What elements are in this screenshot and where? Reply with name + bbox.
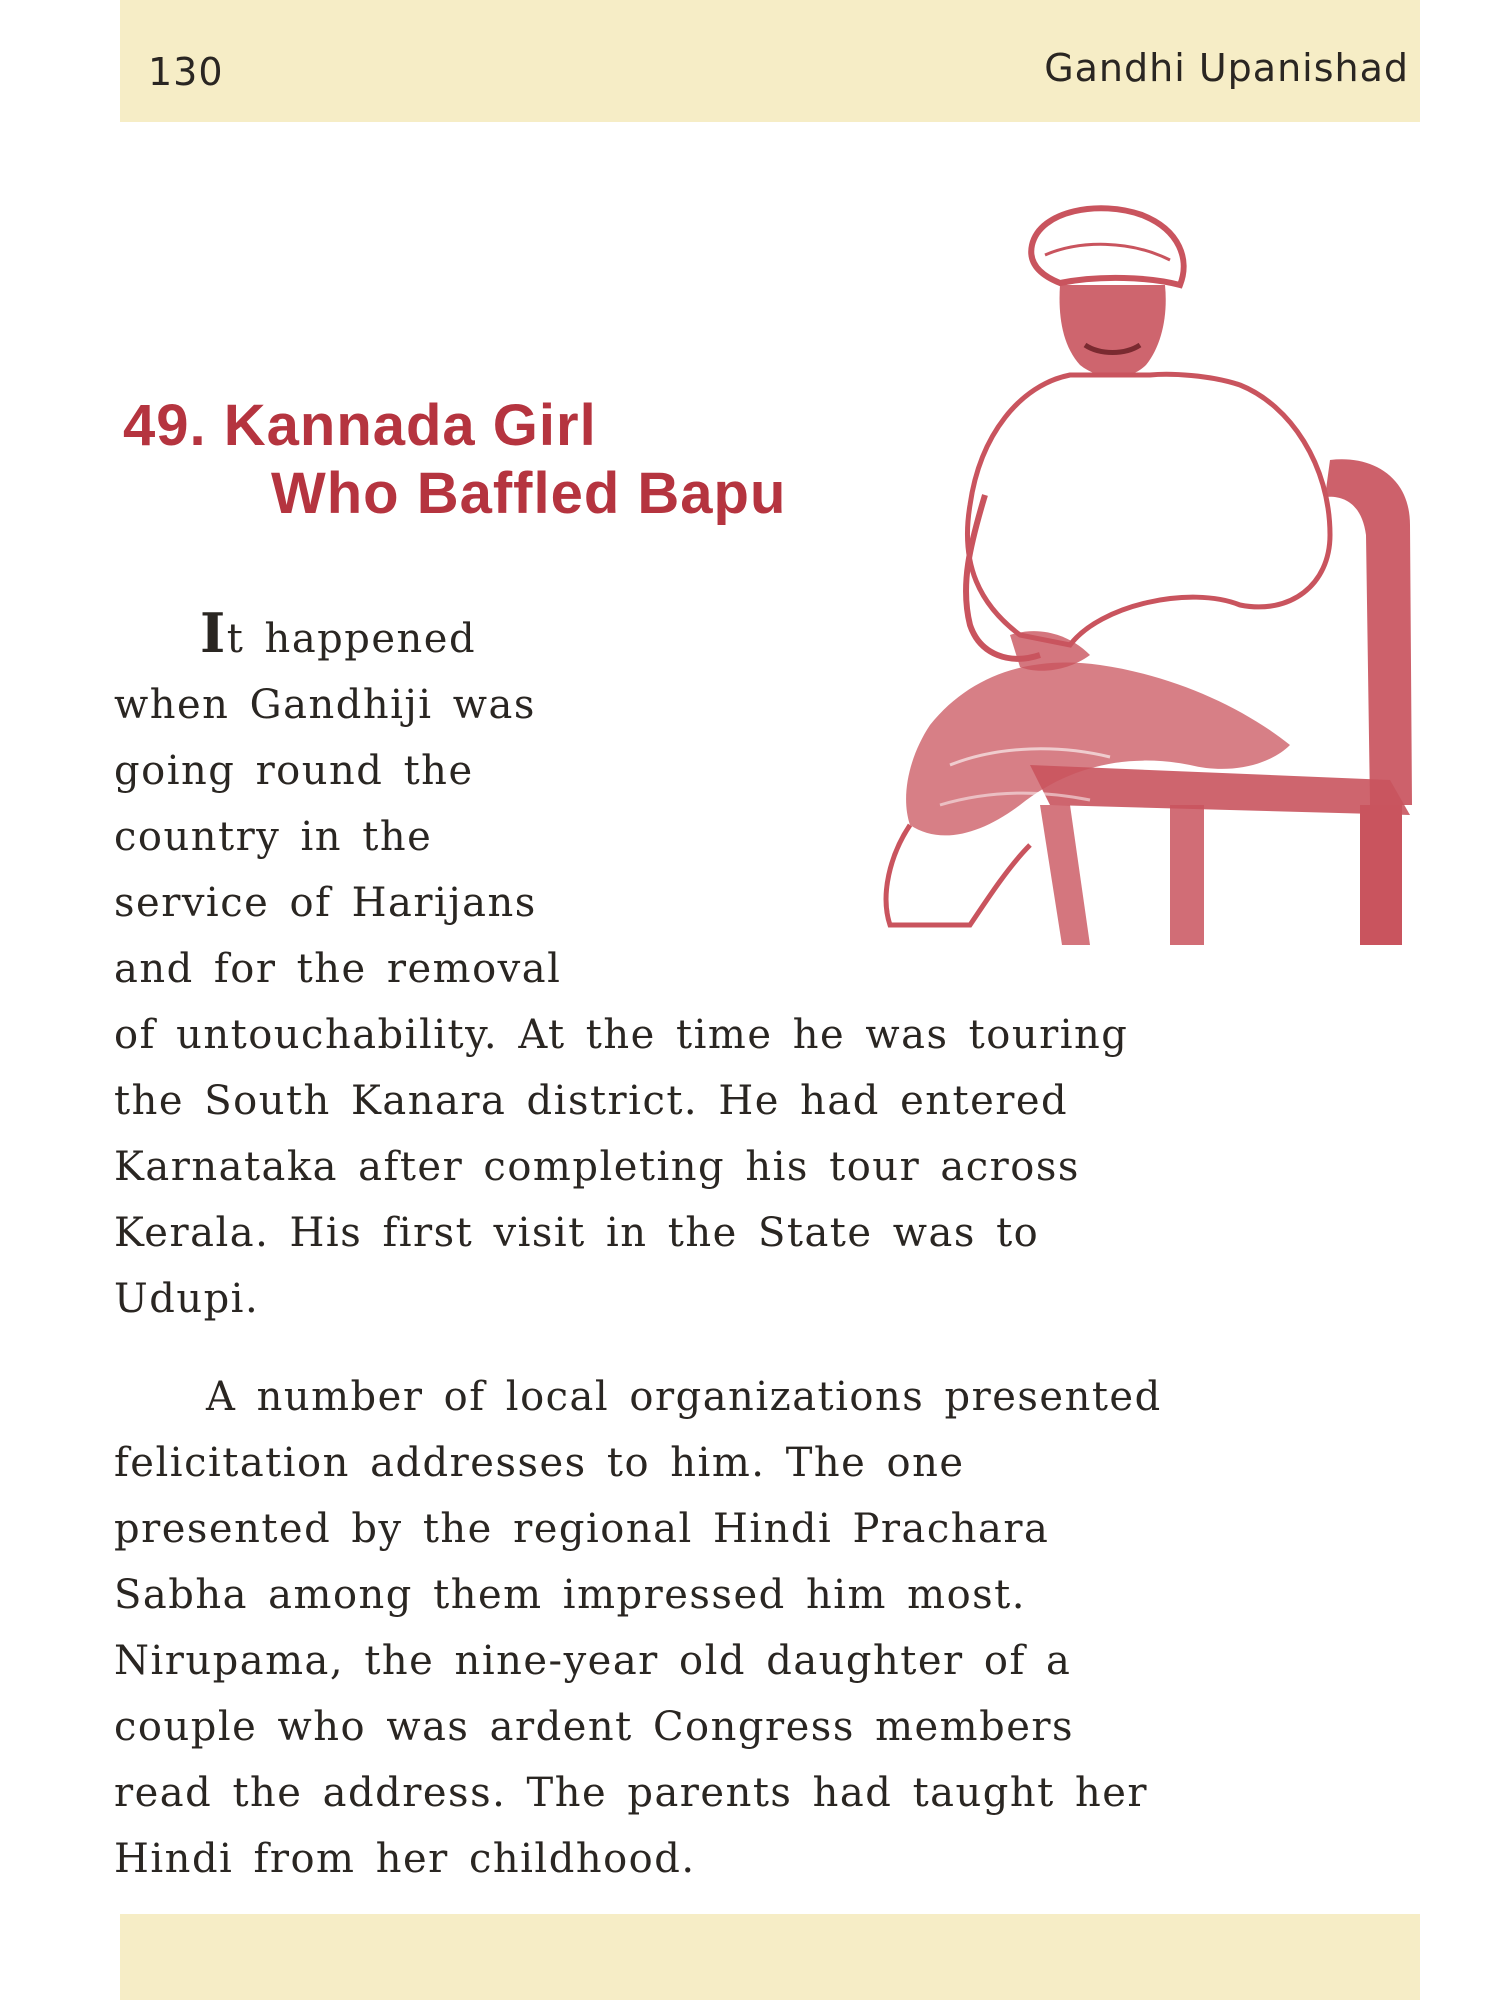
footer-band [120, 1914, 1420, 2000]
running-head: Gandhi Upanishad [1044, 46, 1409, 90]
text-line: presented by the regional Hindi Prachara [114, 1506, 1050, 1552]
text-line: Hindi from her childhood. [114, 1836, 696, 1882]
page-number: 130 [148, 50, 224, 94]
text-line: Nirupama, the nine-year old daughter of a [114, 1638, 1072, 1684]
text-line: the South Kanara district. He had entered [114, 1078, 1069, 1124]
chapter-title-line-1: 49. Kannada Girl [123, 393, 597, 458]
text-line: Sabha among them impressed him most. [114, 1572, 1026, 1618]
text-line: read the address. The parents had taught her [114, 1770, 1148, 1816]
text-line: Kerala. His first visit in the State was to [114, 1210, 1040, 1256]
text-line: going round the [114, 748, 474, 794]
text-line-content: t happened [226, 616, 477, 662]
text-line: Udupi. [114, 1276, 260, 1322]
text-line: Karnataka after completing his tour across [114, 1144, 1080, 1190]
text-line: couple who was ardent Congress members [114, 1704, 1075, 1750]
drop-cap: I [200, 601, 227, 665]
text-line: country in the [114, 814, 433, 860]
text-line: A number of local organizations presented [206, 1374, 1162, 1420]
text-line [114, 600, 1414, 672]
paragraph-2 [114, 1364, 1414, 1892]
body-text [114, 600, 1414, 1892]
chapter-title-line-2: Who Baffled Bapu [271, 461, 787, 526]
text-line: of untouchability. At the time he was touring [114, 1012, 1129, 1058]
text-line: when Gandhiji was [114, 682, 536, 728]
paragraph-1 [114, 600, 1414, 1332]
text-line: felicitation addresses to him. The one [114, 1440, 965, 1486]
text-line: service of Harijans [114, 880, 537, 926]
chapter-title [123, 392, 786, 528]
text-line: and for the removal [114, 946, 562, 992]
